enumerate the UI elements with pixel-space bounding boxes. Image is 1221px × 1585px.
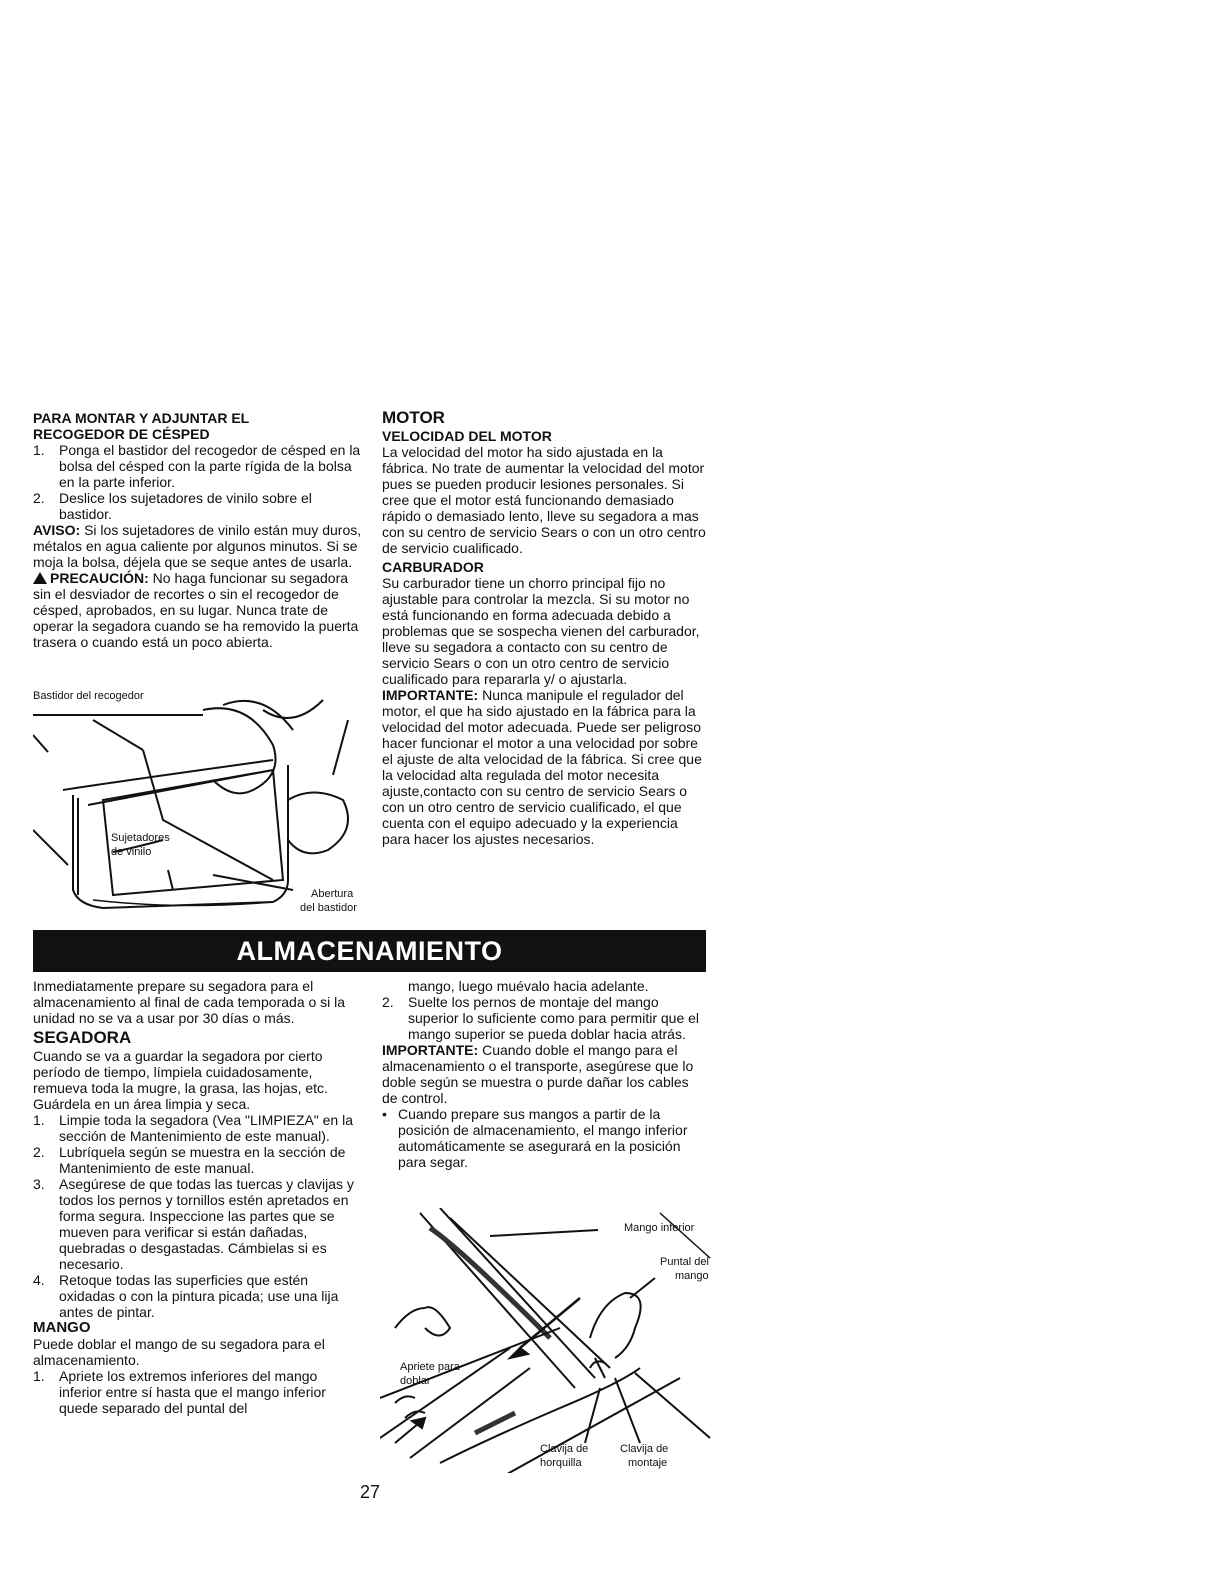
mango-step-continued: mango, luego muévalo hacia adelante.	[408, 978, 649, 994]
grass-catcher-figure	[33, 690, 368, 925]
engine-speed-text: La velocidad del motor ha sido ajustada en la fábrica. No trate de aumentar la velocidad del motor pues se pueden producir lesiones personales. Si cree que el motor está funcionando demasiado rápido o demasiado lento, lleve su segadora a mas con su centro de servicio Sears o con un otro centro de servicio cualificado.	[382, 444, 706, 556]
strut-label-line1: Puntal del	[660, 1256, 709, 1268]
mango-text: Puede doblar el mango de su segadora para el almacenamiento.	[33, 1336, 325, 1368]
importante-storage-text: Cuando doble el mango para el almacenamiento o el transporte, asegúrese que lo doble según se muestra o purde dañar los cables de control.	[382, 1042, 694, 1106]
storage-step-text: Lubríquela según se muestra en la sección de Mantenimiento de este manual.	[59, 1144, 346, 1176]
importante-text: Nunca manipule el regulador del motor, el que ha sido ajustado en la fábrica para la velocidad del motor adecuada. Puede ser peligroso hacer funcionar el motor a una velocidad por sobre el ajuste de alta velocidad de la fábrica. Si cree que la velocidad alta regulada del motor necesita ajuste,contacto con su centro de servicio Sears o con un otro centro de servicio cualificado, el que cuenta con el equipo adecuado y la experiencia para hacer los ajustes necesarios.	[382, 687, 702, 847]
carburetor-text: Su carburador tiene un chorro principal fijo no ajustable para controlar la mezcla. Si su motor no está funcionando en forma adecuada debido a problemas que se sospecha vienen del carburador, lleve su segadora a contacto con su centro de servicio Sears o con un otro centro de servicio cualificado para repararla y/ o ajustarla.	[382, 575, 700, 687]
storage-step-text: Limpie toda la segadora (Vea "LIMPIEZA" en la sección de Mantenimiento de este manual).	[59, 1112, 353, 1144]
handle-fold-figure	[380, 1208, 715, 1473]
precaucion-paragraph	[33, 570, 365, 650]
assembly-heading-line1: PARA MONTAR Y ADJUNTAR EL	[33, 410, 250, 426]
storage-step: 1. Limpie toda la segadora (Vea "LIMPIEZA" en la sección de Mantenimiento de este manual).	[33, 1112, 358, 1144]
storage-banner: ALMACENAMIENTO	[33, 930, 706, 972]
mango-step-text: Apriete los extremos inferiores del mango inferior entre sí hasta que el mango inferior quede separado del puntal del	[59, 1368, 326, 1416]
bullet-item	[382, 1106, 707, 1170]
assembly-step-text: Ponga el bastidor del recogedor de césped en la bolsa del césped con la parte rígida de la bolsa en la parte inferior.	[59, 442, 361, 490]
storage-step-text: Asegúrese de que todas las tuercas y clavijas y todos los pernos y tornillos estén apretados en forma segura. Inspeccione las partes que se mueven para verificar si están dañadas, quebradas o desgastadas. Cámbielas si es necesario.	[59, 1176, 354, 1272]
bullet-text: Cuando prepare sus mangos a partir de la posición de almacenamiento, el mango inferior automáticamente se asegurará en la posición para segar.	[398, 1106, 688, 1170]
mount-pin-label-line2: montaje	[628, 1457, 668, 1469]
storage-step-text: Retoque todas las superficies que estén oxidadas o con la pintura picada; use una lija antes de pintar.	[59, 1272, 339, 1320]
assembly-heading-line2: RECOGEDOR DE CÉSPED	[33, 426, 210, 442]
segadora-text: Cuando se va a guardar la segadora por cierto período de tiempo, límpiela cuidadosamente, remueva toda la mugre, la grasa, las hojas, etc. Guárdela en un área limpia y seca.	[33, 1048, 328, 1112]
assembly-step: 2. Deslice los sujetadores de vinilo sobre el bastidor.	[33, 490, 365, 522]
aviso-paragraph	[33, 522, 365, 570]
squeeze-label-line2: doblar	[400, 1375, 431, 1387]
assembly-step-text: Deslice los sujetadores de vinilo sobre el bastidor.	[59, 490, 312, 522]
page-number: 27	[360, 1482, 381, 1502]
motor-section	[382, 408, 707, 847]
precaucion-text: No haga funcionar su segadora sin el desviador de recortes o sin el recogedor de césped, aprobados, en su lugar. Nunca trate de operar la segadora cuando se ha removido la puerta trasera o cuando está un poco abierta.	[33, 570, 359, 650]
storage-intro: Inmediatamente prepare su segadora para el almacenamiento al final de cada temporada o si la unidad no se va a usar por 30 días o más.	[33, 978, 346, 1026]
storage-left-column	[33, 978, 358, 1416]
importante-storage-paragraph	[382, 1042, 707, 1106]
bullet-icon: •	[382, 1106, 387, 1122]
storage-step: 3. Asegúrese de que todas las tuercas y clavijas y todos los pernos y tornillos estén apretados en forma segura. Inspeccione las partes que se mueven para verificar si están dañadas, quebradas o desgastadas. Cámbielas si es necesario.	[33, 1176, 358, 1272]
fork-pin-label-line1: Clavija de	[540, 1443, 589, 1455]
importante-storage-label: IMPORTANTE:	[382, 1042, 479, 1058]
mango-heading: MANGO	[33, 1319, 91, 1336]
mango-step: 1. Apriete los extremos inferiores del mango inferior entre sí hasta que el mango inferior quede separado del puntal del	[33, 1368, 358, 1416]
storage-right-column	[382, 978, 707, 1170]
storage-step: 2. Lubríquela según se muestra en la sección de Mantenimiento de este manual.	[33, 1144, 358, 1176]
lower-handle-label: Mango inferior	[624, 1222, 695, 1234]
warning-icon	[33, 572, 47, 584]
precaucion-label: PRECAUCIÓN:	[50, 570, 149, 586]
engine-speed-heading: VELOCIDAD DEL MOTOR	[382, 428, 552, 444]
fasteners-label-line2: de vinilo	[111, 846, 152, 858]
mount-pin-label-line1: Clavija de	[620, 1443, 669, 1455]
mango-step: 2. Suelte los pernos de montaje del mango superior lo suficiente como para permitir que el mango superior se pueda doblar hacia atrás.	[382, 994, 707, 1042]
storage-step: 4. Retoque todas las superficies que estén oxidadas o con la pintura picada; use una lija antes de pintar.	[33, 1272, 358, 1320]
segadora-heading: SEGADORA	[33, 1028, 132, 1047]
importante-paragraph	[382, 687, 707, 847]
importante-label: IMPORTANTE:	[382, 687, 479, 703]
carburetor-heading: CARBURADOR	[382, 559, 484, 575]
opening-label-line2: del bastidor	[300, 902, 357, 914]
frame-label: Bastidor del recogedor	[33, 690, 144, 702]
mango-step-text: Suelte los pernos de montaje del mango superior lo suficiente como para permitir que el mango superior se pueda doblar hacia atrás.	[408, 994, 700, 1042]
fasteners-label-line1: Sujetadores	[111, 832, 170, 844]
aviso-text: Si los sujetadores de vinilo están muy duros, métalos en agua caliente por algunos minutos. Si se moja la bolsa, déjela que se seque antes de usarla.	[33, 522, 362, 570]
opening-label-line1: Abertura	[311, 888, 354, 900]
assembly-step: 1. Ponga el bastidor del recogedor de césped en la bolsa del césped con la parte rígida de la bolsa en la parte inferior.	[33, 442, 365, 490]
motor-heading: MOTOR	[382, 408, 445, 427]
handle-fold-illustration	[380, 1208, 715, 1473]
strut-label-line2: mango	[675, 1270, 709, 1282]
assembly-section	[33, 410, 365, 650]
squeeze-label-line1: Apriete para	[400, 1361, 460, 1373]
fork-pin-label-line2: horquilla	[540, 1457, 582, 1469]
aviso-label: AVISO:	[33, 522, 81, 538]
